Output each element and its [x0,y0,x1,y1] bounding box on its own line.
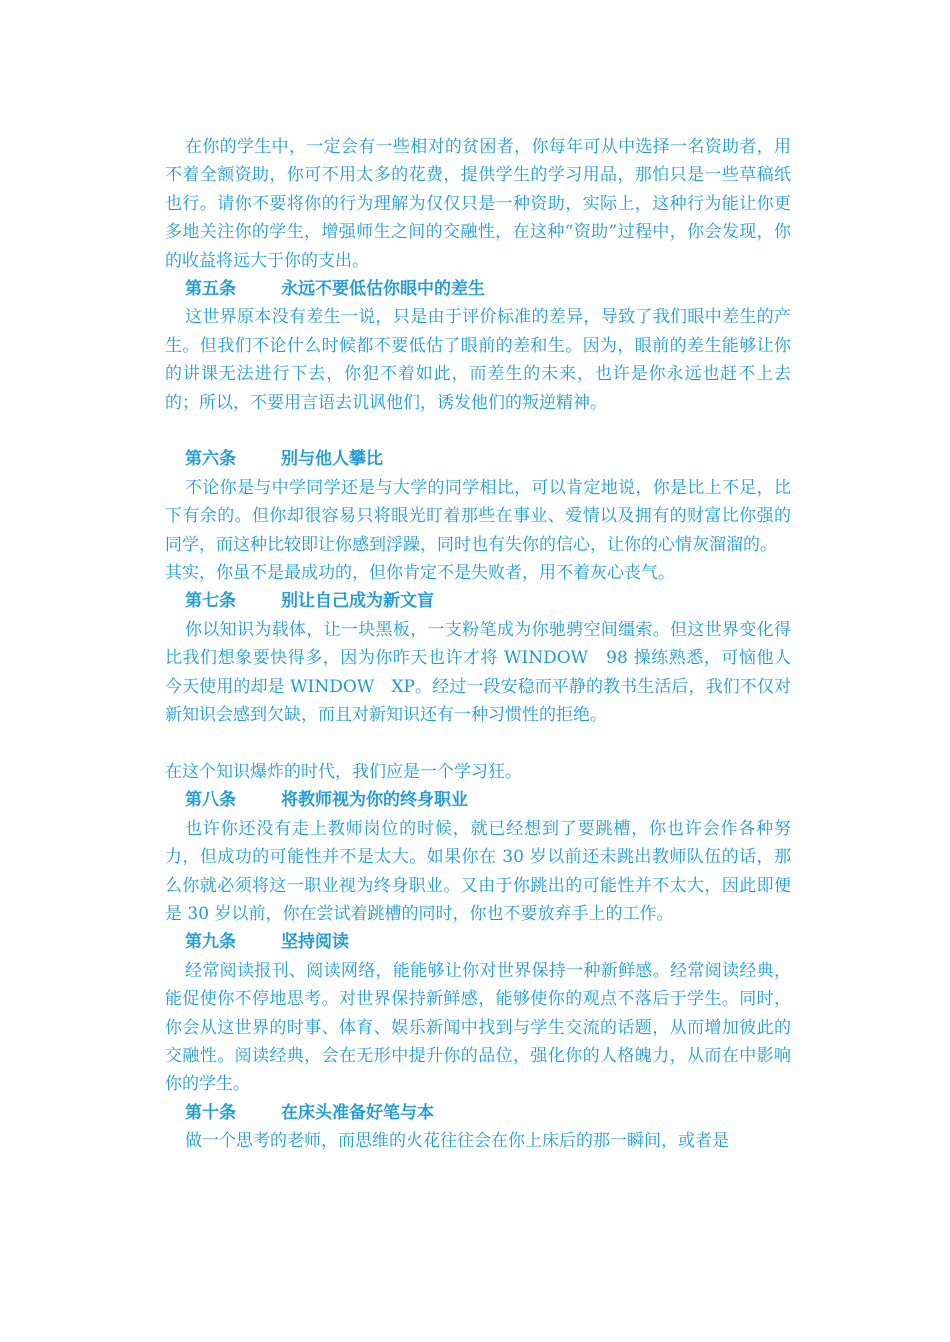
section-title: 坚持阅读 [281,932,349,953]
section-heading [165,445,791,473]
section-title: 别让自己成为新文盲 [281,591,434,612]
blank-line [165,417,791,445]
section-heading [165,786,791,814]
section-number: 第八条 [185,790,236,811]
section-title: 在床头准备好笔与本 [281,1102,434,1123]
paragraph: 也许你还没有走上教师岗位的时候，就已经想到了要跳槽，你也许会作各种努力，但成功的可能性并不是太大。如果你在 30 岁以前还未跳出教师队伍的话，那么你就必须将这一职业视为终身职业。又由于你跳出的可能性并不太大，因此即便是 30 岁以前，你在尝试着跳槽的同时，你也不要放弃手上的工作。 [165,818,791,924]
paragraph: 做一个思考的老师，而思维的火花往往会在你上床后的那一瞬间，或者是 [185,1131,729,1152]
paragraph: 经常阅读报刊、阅读网络，能能够让你对世界保持一种新鲜感。经常阅读经典，能促使你不停地思考。对世界保持新鲜感，能够使你的观点不落后于学生。同时，你会从这世界的时事、体育、娱乐新闻中找到与学生交流的话题，从而增加彼此的交融性。阅读经典，会在无形中提升你的品位，强化你的人格魄力，从而在中影响你的学生。 [165,960,791,1095]
section-title: 别与他人攀比 [281,449,383,470]
section-number: 第六条 [185,449,236,470]
section-number: 第七条 [185,591,236,612]
section-heading [165,928,791,956]
blank-line [165,730,791,758]
section-number: 第九条 [185,932,236,953]
paragraph: 不论你是与中学同学还是与大学的同学相比，可以肯定地说，你是比上不足，比下有余的。但你却很容易只将眼光盯着那些在事业、爱情以及拥有的财富比你强的同学，而这种比较即让你感到浮躁，同时也有失你的信心，让你的心情灰溜溜的。 [165,477,791,555]
paragraph: 在你的学生中，一定会有一些相对的贫困者，你每年可从中选择一名资助者，用不着全额资助，你可不用太多的花费，提供学生的学习用品，那怕只是一些草稿纸也行。请你不要将你的行为理解为仅仅只是一种资助，实际上，这种行为能让你更多地关注你的学生，增强师生之间的交融性，在这种“资助”过程中，你会发现，你的收益将远大于你的支出。 [165,137,791,271]
paragraph: 这世界原本没有差生一说，只是由于评价标准的差异，导致了我们眼中差生的产生。但我们不论什么时候都不要低估了眼前的差和生。因为，眼前的差生能够让你的讲课无法进行下去，你犯不着如此，而差生的未来，也许是你永远也赶不上去的；所以，不要用言语去讥讽他们，诱发他们的叛逆精神。 [165,307,791,413]
section-heading [165,1099,791,1127]
section-title: 永远不要低估你眼中的差生 [281,279,485,300]
document-body [165,133,791,1156]
section-number: 第五条 [185,279,236,300]
section-number: 第十条 [185,1102,236,1123]
section-title: 将教师视为你的终身职业 [281,790,468,811]
section-heading [165,275,791,303]
paragraph: 其实，你虽不是最成功的，但你肯定不是失败者，用不着灰心丧气。 [165,563,675,584]
section-heading [165,587,791,615]
paragraph: 在这个知识爆炸的时代，我们应是一个学习狂。 [165,761,522,782]
paragraph: 你以知识为载体，让一块黑板，一支粉笔成为你驰骋空间缰索。但这世界变化得比我们想象要快得多，因为你昨天也许才将 WINDOW 98 操练熟悉，可恼他人今天使用的却是 WINDOW XP。经过一段安稳而平静的教书生活后，我们不仅对新知识会感到欠缺，而且对新知识还有一种习惯性的拒绝。 [165,619,791,726]
